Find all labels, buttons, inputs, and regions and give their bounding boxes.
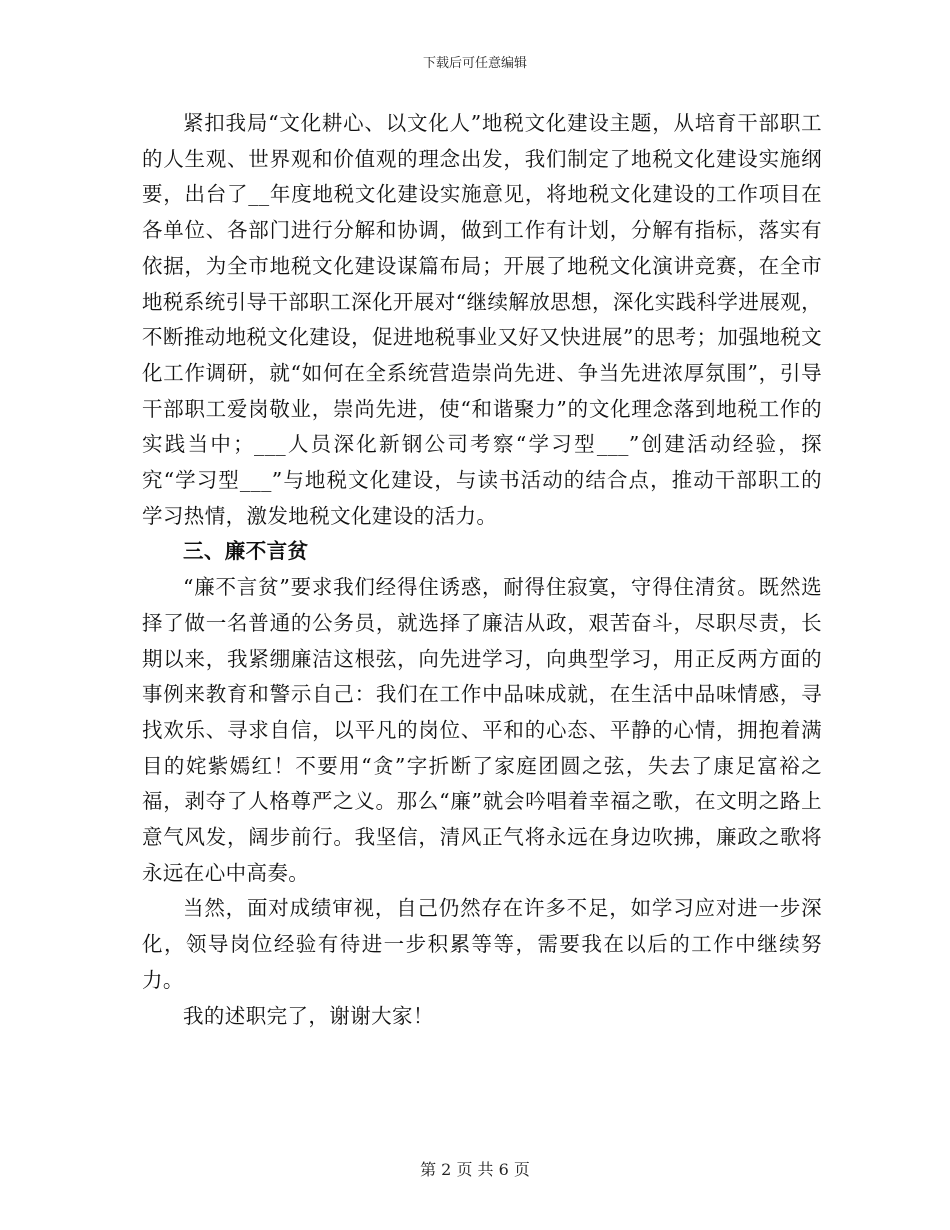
page-header: 下载后可任意编辑 xyxy=(422,56,527,71)
paragraph-integrity: “廉不言贫”要求我们经得住诱惑，耐得住寂寞，守得住清贫。既然选择了做一名普通的公务员，就选择了廉洁从政，艰苦奋斗，尽职尽责，长期以来，我紧绷廉洁这根弦，向先进学习，向典型学习，用正反两方面的事例来教育和警示自己：我们在工作中品味成就，在生活中品味情感，寻找欢乐、寻求自信，以平凡的岗位、平和的心态、平静的心情，拥抱着满目的姹紫嫣红！不要用“贪”字折断了家庭团圆之弦，失去了康足富裕之福，剥夺了人格尊严之义。那么“廉”就会吟唱着幸福之歌，在文明之路上意气风发，阔步前行。我坚信，清风正气将永远在身边吹拂，廉政之歌将永远在心中高奏。 xyxy=(142,575,822,885)
paragraph-shortcomings: 当然，面对成绩审视，自己仍然存在许多不足，如学习应对进一步深化，领导岗位经验有待进一步积累等等，需要我在以后的工作中继续努力。 xyxy=(142,896,822,992)
paragraph-culture-building: 紧扣我局“文化耕心、以文化人”地税文化建设主题，从培育干部职工的人生观、世界观和价值观的理念出发，我们制定了地税文化建设实施纲要，出台了__年度地税文化建设实施意见，将地税文化建设的工作项目在各单位、各部门进行分解和协调，做到工作有计划，分解有指标，落实有依据，为全市地税文化建设谋篇布局；开展了地税文化演讲竞赛，在全市地税系统引导干部职工深化开展对“继续解放思想，深化实践科学进展观，不断推动地税文化建设，促进地税事业又好又快进展”的思考；加强地税文化工作调研，就“如何在全系统营造崇尚先进、争当先进浓厚氛围”，引导干部职工爱岗敬业，崇尚先进，使“和谐聚力”的文化理念落到地税工作的实践当中；___人员深化新钢公司考察“学习型___”创建活动经验，探究“学习型___”与地税文化建设，与读书活动的结合点，推动干部职工的学习热情，激发地税文化建设的活力。 xyxy=(142,111,822,528)
section-heading: 三、廉不言贫 xyxy=(183,539,309,564)
paragraph-closing: 我的述职完了，谢谢大家！ xyxy=(183,1003,434,1028)
document-body xyxy=(142,106,822,1034)
page-number: 第 2 页 共 6 页 xyxy=(420,1160,530,1179)
